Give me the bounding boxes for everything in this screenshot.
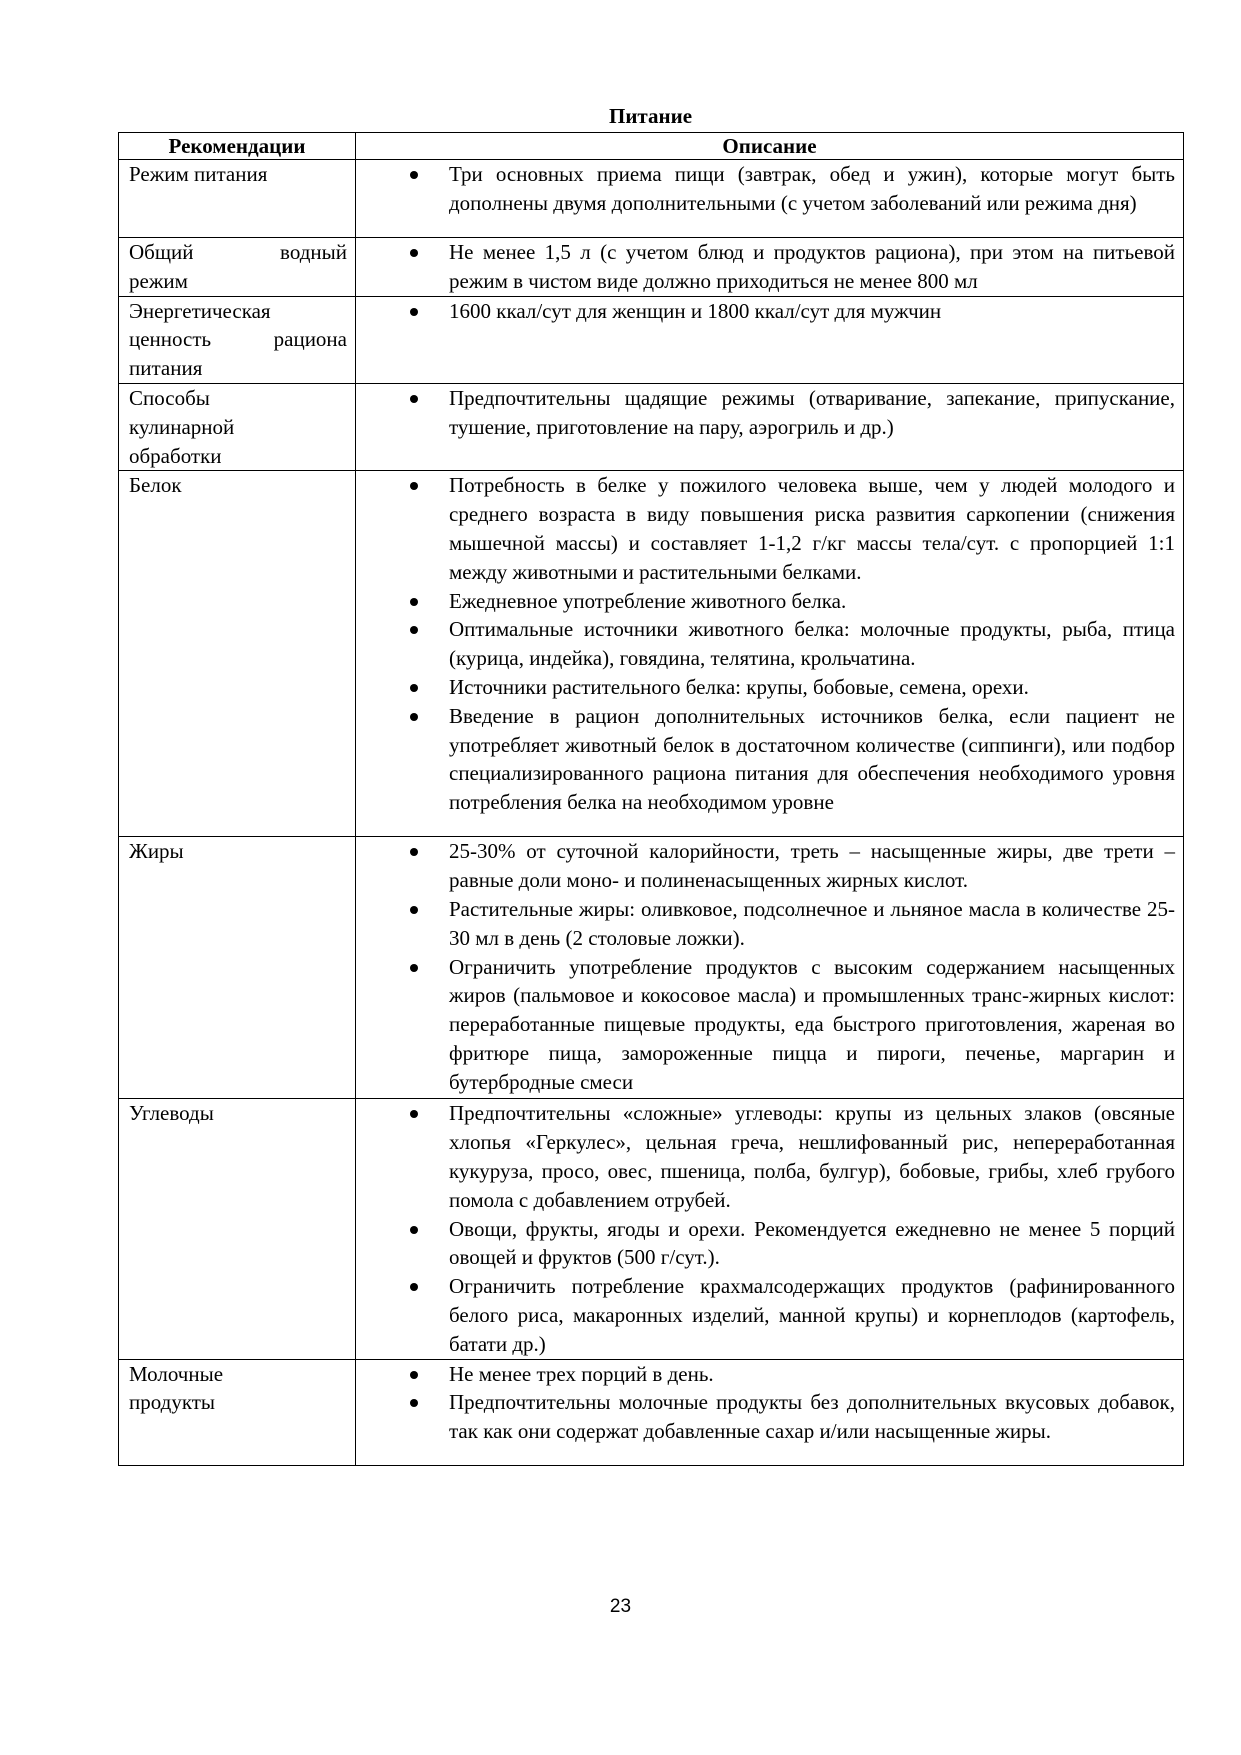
bullet-icon — [410, 713, 418, 721]
bullet-list — [356, 384, 1175, 442]
recommendation-cell — [119, 1359, 356, 1465]
table-row — [119, 160, 1184, 238]
list-item — [356, 384, 1175, 442]
list-item — [356, 297, 1175, 326]
list-item — [356, 953, 1175, 1097]
description-cell — [356, 160, 1184, 238]
list-item-text: Овощи, фрукты, ягоды и орехи. Рекомендуется ежедневно не менее 5 порций овощей и фруктов (500 г/сут.). — [449, 1216, 1175, 1270]
recommendation-label: Способы — [129, 385, 210, 410]
recommendation-label: Режим питания — [129, 162, 268, 186]
description-cell — [356, 1099, 1184, 1359]
table-row — [119, 383, 1184, 470]
list-item — [356, 587, 1175, 616]
list-item — [356, 702, 1175, 817]
bullet-icon — [410, 1110, 418, 1118]
list-item — [356, 1272, 1175, 1358]
recommendation-cell — [119, 238, 356, 297]
bullet-list — [356, 160, 1175, 218]
bullet-icon — [410, 171, 418, 179]
bullet-icon — [410, 249, 418, 257]
table-row — [119, 296, 1184, 383]
list-item — [356, 615, 1175, 673]
recommendation-label: Энергетическая — [129, 298, 271, 323]
bullet-icon — [410, 482, 418, 490]
recommendation-cell — [119, 471, 356, 837]
list-item-text: Не менее 1,5 л (с учетом блюд и продуктов рациона), при этом на питьевой режим в чистом виде должно приходиться не менее 800 мл — [449, 240, 1175, 293]
recommendation-cell — [119, 837, 356, 1099]
bullet-icon — [410, 1283, 418, 1291]
bullet-icon — [410, 964, 418, 972]
list-item — [356, 1215, 1175, 1273]
bullet-icon — [410, 848, 418, 856]
recommendation-label: режим — [129, 268, 188, 293]
list-item — [356, 160, 1175, 218]
list-item — [356, 895, 1175, 953]
list-item-text: Предпочтительны «сложные» углеводы: крупы из цельных злаков (овсяные хлопья «Геркулес», цельная греча, нешлифованный рис, непереработанная кукуруза, просо, овес, пшеница, полба, булгур), бобовые, грибы, хлеб грубого помола с добавлением отрубей. — [449, 1101, 1175, 1212]
recommendation-label: Жиры — [129, 839, 184, 864]
recommendation-label: питания — [129, 356, 203, 381]
list-item-text: Источники растительного белка: крупы, бобовые, семена, орехи. — [449, 674, 1029, 699]
list-item-text: Ограничить потребление крахмалсодержащих продуктов (рафинированного белого риса, макаронных изделий, манной крупы) и корнеплодов (картофель, батати др.) — [449, 1274, 1175, 1356]
bullet-icon — [410, 395, 418, 403]
list-item — [356, 1360, 1175, 1389]
description-cell — [356, 383, 1184, 470]
bullet-icon — [410, 906, 418, 914]
table-row — [119, 837, 1184, 1099]
recommendation-label: Белок — [129, 473, 182, 498]
bullet-list — [356, 297, 1175, 326]
description-cell — [356, 471, 1184, 837]
bullet-list — [356, 1099, 1175, 1358]
header-recommendations: Рекомендации — [119, 133, 356, 160]
table-header-row — [119, 133, 1184, 160]
recommendation-cell — [119, 383, 356, 470]
list-item — [356, 837, 1175, 895]
description-cell — [356, 238, 1184, 297]
table-row — [119, 471, 1184, 837]
list-item — [356, 238, 1175, 296]
page-title: Питание — [608, 104, 693, 128]
recommendation-label: обработки — [129, 443, 222, 468]
list-item-text: Три основных приема пищи (завтрак, обед и ужин), которые могут быть дополнены двумя дополнительными (с учетом заболеваний или режима дня) — [449, 162, 1175, 215]
list-item-text: Растительные жиры: оливковое, подсолнечное и льняное масла в количестве 25-30 мл в день (2 столовые ложки). — [449, 896, 1175, 950]
table-row — [119, 1099, 1184, 1359]
recommendation-label: Общий водный — [129, 240, 347, 264]
bullet-list — [356, 837, 1175, 1096]
bullet-list — [356, 238, 1175, 296]
recommendation-cell — [119, 160, 356, 238]
list-item — [356, 673, 1175, 702]
recommendation-label: ценность рациона — [129, 327, 347, 352]
list-item — [356, 471, 1175, 586]
list-item — [356, 1099, 1175, 1214]
header-description: Описание — [356, 133, 1184, 160]
recommendation-cell — [119, 296, 356, 383]
page-number: 23 — [609, 1596, 632, 1617]
recommendation-label: продукты — [129, 1390, 216, 1415]
nutrition-table — [118, 132, 1184, 1466]
bullet-icon — [410, 598, 418, 606]
list-item-text: Предпочтительны щадящие режимы (отваривание, запекание, припускание, тушение, приготовление на пару, аэрогриль и др.) — [449, 385, 1175, 439]
description-cell — [356, 296, 1184, 383]
list-item-text: Ограничить употребление продуктов с высоким содержанием насыщенных жиров (пальмовое и кокосовое масла) и промышленных транс-жирных кислот: переработанные пищевые продукты, еда быстрого приготовления, жареная во фритюре пища, замороженные пицца и пироги, печенье, маргарин и бутербродные смеси — [449, 954, 1175, 1094]
list-item-text: Не менее трех порций в день. — [449, 1361, 714, 1386]
list-item-text: Ежедневное употребление животного белка. — [449, 588, 847, 613]
bullet-icon — [410, 1226, 418, 1234]
recommendation-cell — [119, 1099, 356, 1359]
bullet-list — [356, 1360, 1175, 1446]
bullet-icon — [410, 308, 418, 316]
table-row — [119, 238, 1184, 297]
list-item-text: 25-30% от суточной калорийности, треть – насыщенные жиры, две трети – равные доли моно- и полиненасыщенных жирных кислот. — [449, 839, 1175, 893]
bullet-icon — [410, 626, 418, 634]
table-row — [119, 1359, 1184, 1465]
list-item-text: Потребность в белке у пожилого человека выше, чем у людей молодого и среднего возраста в виду повышения риска развития саркопении (снижения мышечной массы) и составляет 1-1,2 г/кг массы тела/сут. с пропорцией 1:1 между животными и растительными белками. — [449, 473, 1175, 584]
list-item-text: Предпочтительны молочные продукты без дополнительных вкусовых добавок, так как они содержат добавленные сахар и/или насыщенные жиры. — [449, 1390, 1175, 1444]
description-cell — [356, 837, 1184, 1099]
recommendation-label: кулинарной — [129, 414, 235, 439]
bullet-icon — [410, 1399, 418, 1407]
list-item — [356, 1388, 1175, 1446]
list-item-text: 1600 ккал/сут для женщин и 1800 ккал/сут для мужчин — [449, 298, 942, 323]
bullet-icon — [410, 1371, 418, 1379]
bullet-icon — [410, 684, 418, 692]
bullet-list — [356, 471, 1175, 817]
recommendation-label: Молочные — [129, 1361, 224, 1386]
list-item-text: Оптимальные источники животного белка: молочные продукты, рыба, птица (курица, индейка), говядина, телятина, крольчатина. — [449, 617, 1175, 671]
list-item-text: Введение в рацион дополнительных источников белка, если пациент не употребляет животный белок в достаточном количестве (сиппинги), или подбор специализированного рациона питания для обеспечения необходимого уровня потребления белка на необходимом уровне — [449, 703, 1175, 815]
description-cell — [356, 1359, 1184, 1465]
recommendation-label: Углеводы — [129, 1101, 214, 1126]
